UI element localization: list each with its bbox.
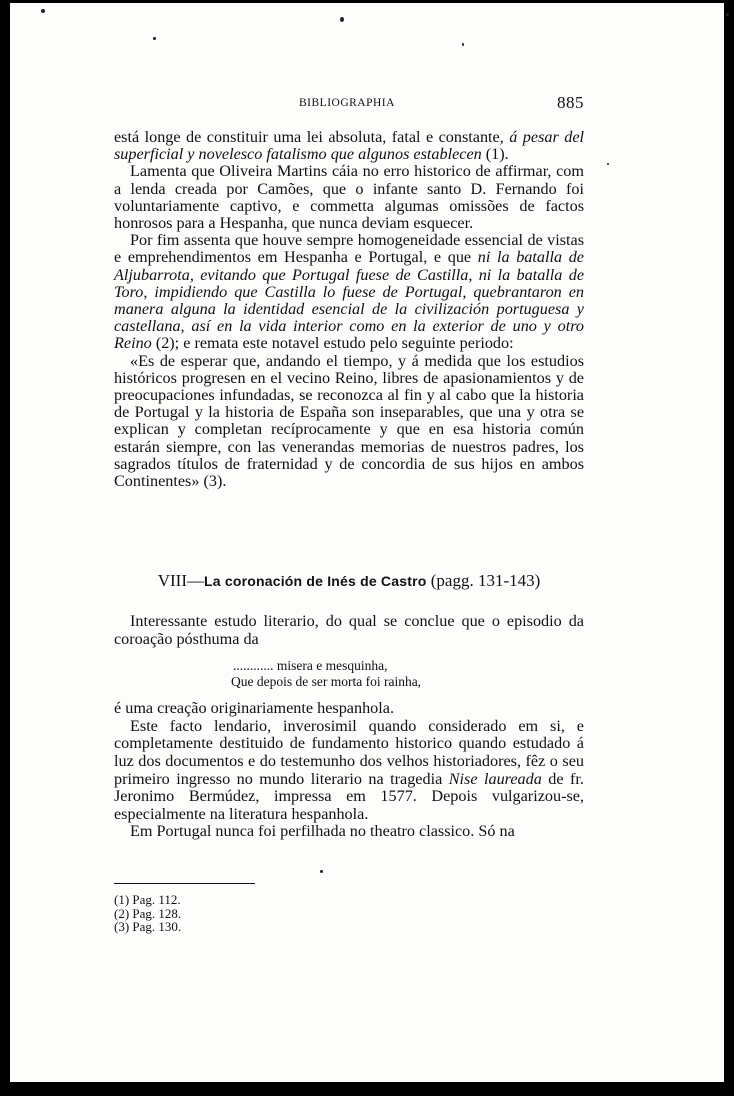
running-head <box>114 95 584 115</box>
text-run: (1). <box>481 145 509 164</box>
italic-run: Nise laureada <box>448 769 542 788</box>
verse-line: Que depois de ser morta foi rainha, <box>231 674 422 690</box>
text-run: Em Portugal nunca foi perfilhada no theatro classico. Só na <box>130 822 515 841</box>
verse-quote <box>231 658 584 690</box>
section-pages: (pagg. 131-143) <box>426 571 541 590</box>
scan-speck <box>320 870 323 873</box>
scan-speck <box>153 37 156 40</box>
verse-line: ............ misera e mesquinha, <box>233 658 388 674</box>
text-run: de fr. Jeronimo Bermúdez, impressa em 1577. Depois vulgarizou-se, especialmente na literatura hespanhola. <box>114 769 584 823</box>
paragraph <box>114 700 584 718</box>
paragraph <box>114 232 584 352</box>
section-title: La coronación de Inés de Castro <box>204 573 427 589</box>
paragraph: Interessante estudo literario, do qual se conclue que o episodio da coroação pósthuma da <box>114 612 584 648</box>
footnote: (1) Pag. 112. <box>114 892 181 907</box>
text-run: «Es de esperar que, andando el tiempo, y á medida que los estudios históricos progresen en el vecino Reino, libres de apasionamientos y de preocupaciones infundadas, se reconozca al fin y al cabo que la historia de Portugal y la historia de España son inseparables, que una y otra se explican y completan recíprocamente y que en esa historia común estarán siempre, con las venerandas memorias de nuestros padres, los sagrados títulos de fraternidad y de concordia de sus hijos en ambos Continentes» (3). <box>114 351 584 491</box>
scan-speck <box>340 17 344 22</box>
paragraph <box>114 163 584 232</box>
text-run: Lamenta que Oliveira Martins cáia no erro historico de affirmar, com a lenda creada por Camões, que o infante santo D. Fernando foi voluntariamente captivo, e commetta algumas omissões de factos honrosos para a Hespanha, que nunca deviam esquecer. <box>114 162 584 233</box>
paragraph <box>114 718 584 824</box>
running-title: BIBLIOGRAPHIA <box>299 97 395 109</box>
scan-speck <box>607 163 609 165</box>
footnote: (2) Pag. 128. <box>114 905 182 921</box>
footnote-rule <box>114 883 255 884</box>
text-run: está longe de constituir uma lei absoluta, fatal e constante, <box>114 128 510 146</box>
text-run: (2); e remata este notavel estudo pelo seguinte periodo: <box>151 334 514 353</box>
scan-speck <box>726 13 729 16</box>
italic-run: á pesar del superficial y novelesco fatalismo que algunos establecen <box>114 128 584 164</box>
text-run: Por fim assenta que houve sempre homogeneidade essencial de vistas e emprehendimentos em Hespanha e Portugal, e que <box>114 231 584 267</box>
scan-speck <box>462 43 464 46</box>
body-text-top <box>114 129 584 490</box>
scan-speck <box>41 9 45 13</box>
paragraph <box>114 353 584 491</box>
footnotes <box>114 893 181 934</box>
paragraph <box>114 129 584 163</box>
text-run: Este facto lendario, inverosimil quando considerado em si, e completamente destituido de fundamento historico quando estudado á luz dos documentos e do testemunho dos velhos historiadores, fêz o seu primeiro ingresso no mundo literario na tragedia <box>114 716 584 788</box>
italic-run: ni la batalla de Aljubarrota, evitando que Portugal fuese de Castilla, ni la batalla de Toro, impidiendo que Castilla lo fuese de Portugal, quebrantaron en manera alguna la identidad esencial de la civilización portuguesa y castellana, así en la vida interior como en la exterior de uno y otro Reino <box>114 248 584 353</box>
page-number: 885 <box>557 93 584 112</box>
footnote: (3) Pag. 130. <box>114 919 182 935</box>
section-heading <box>114 571 584 591</box>
body-text-bottom <box>114 613 584 841</box>
section-numeral: VIII— <box>157 571 204 590</box>
text-run: é uma creação originariamente hespanhola. <box>114 699 394 718</box>
paragraph <box>114 823 584 841</box>
